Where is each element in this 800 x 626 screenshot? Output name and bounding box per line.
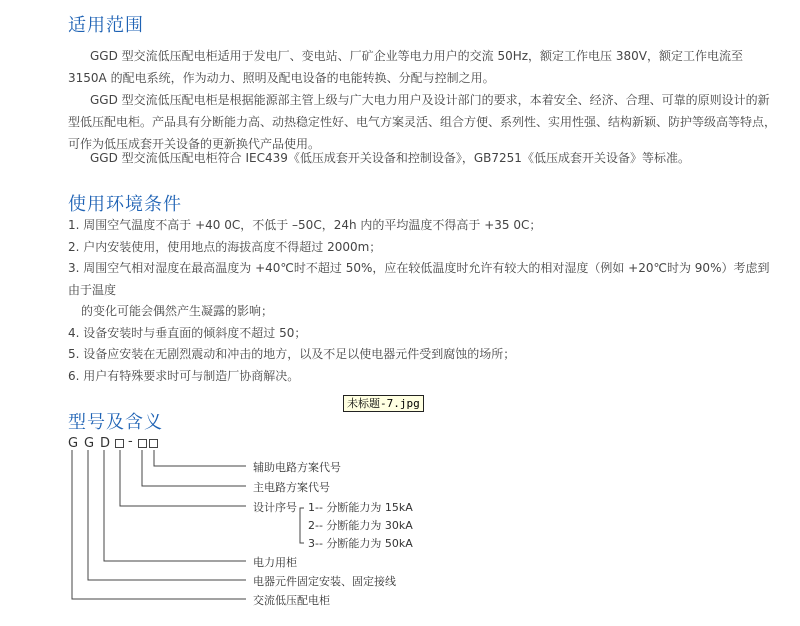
line-power: [104, 450, 246, 561]
environment-list: [68, 215, 780, 387]
code-box-design: [115, 439, 124, 448]
code-letter-g1: G: [68, 436, 79, 451]
label-design: 设计序号: [253, 501, 297, 514]
code-letter-g2: G: [84, 436, 95, 451]
code-letter-d: D: [100, 436, 111, 451]
label-option-2: 2-- 分断能力为 30kA: [308, 519, 413, 532]
bracket-options: [300, 508, 304, 543]
list-item: 2. 户内安装使用，使用地点的海拔高度不得超过 2000m；: [68, 239, 382, 254]
label-power: 电力用柜: [253, 556, 297, 569]
code-box-aux: [149, 439, 158, 448]
section-title-scope: 适用范围: [68, 15, 144, 36]
label-ac: 交流低压配电柜: [253, 594, 330, 607]
label-main: 主电路方案代号: [253, 481, 330, 494]
code-dash: -: [128, 434, 133, 449]
list-item: 4. 设备安装时与垂直面的倾斜度不超过 50；: [68, 325, 307, 340]
list-item: 5. 设备应安装在无剧烈震动和冲击的地方，以及不足以使电器元件受到腐蚀的场所；: [68, 347, 516, 361]
label-fixed: 电器元件固定安装、固定接线: [253, 575, 396, 588]
scope-paragraph-1: GGD 型交流低压配电柜适用于发电厂、变电站、厂矿企业等电力用户的交流 50Hz，额定工作电压 380V，额定工作电流至 3150A 的配电系统，作为动力、照明及配电设备的电能转换、分配与控制之用。: [68, 49, 743, 85]
section-title-environment: 使用环境条件: [68, 194, 182, 215]
code-box-main: [138, 439, 147, 448]
list-item: 1. 周围空气温度不高于 +40 0C，不低于 –50C，24h 内的平均温度不得高于 +35 0C；: [68, 218, 542, 232]
scope-paragraph-2: GGD 型交流低压配电柜是根据能源部主管上级与广大电力用户及设计部门的要求，本着安全、经济、合理、可靠的原则设计的新型低压配电柜。产品具有分断能力高、动热稳定性好、电气方案灵活、组合方便、系列性、实用性强、结构新颖、防护等级高等特点，可作为低压成套开关设备的更新换代产品使用。: [68, 93, 777, 151]
line-aux: [154, 450, 246, 466]
line-ac: [72, 450, 246, 599]
line-fixed: [88, 450, 246, 580]
scope-paragraph-3: GGD 型交流低压配电柜符合 IEC439《低压成套开关设备和控制设备》，GB7251《低压成套开关设备》等标准。: [90, 151, 690, 165]
filename-tooltip: 未标题-7.jpg: [343, 395, 424, 412]
label-aux: 辅助电路方案代号: [253, 461, 341, 474]
list-item: 的变化可能会偶然产生凝露的影响；: [81, 304, 274, 318]
line-design: [120, 450, 246, 506]
list-item: 3. 周围空气相对湿度在最高温度为 +40℃时不超过 50%，应在较低温度时允许有较大的相对湿度（例如 +20℃时为 90%）考虑到由于温度: [68, 261, 770, 297]
label-option-1: 1-- 分断能力为 15kA: [308, 501, 413, 514]
label-option-3: 3-- 分断能力为 50kA: [308, 537, 413, 550]
section-title-model: 型号及含义: [68, 412, 163, 433]
line-main: [142, 450, 246, 486]
list-item: 6. 用户有特殊要求时可与制造厂协商解决。: [68, 368, 300, 383]
